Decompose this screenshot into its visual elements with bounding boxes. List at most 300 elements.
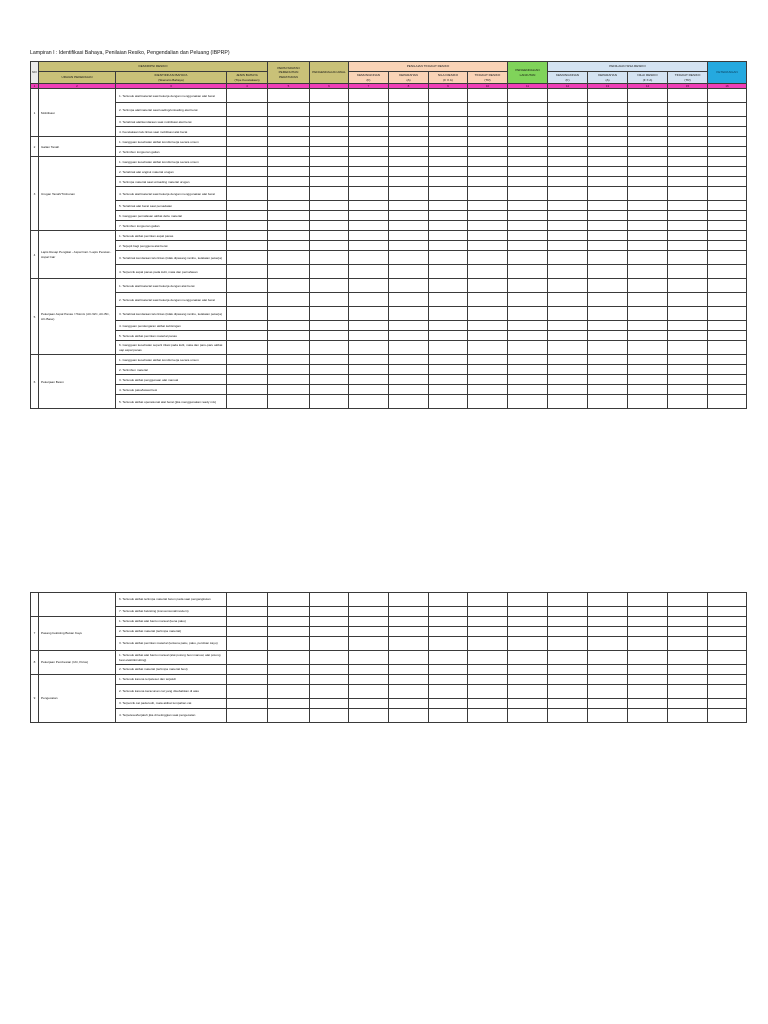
empty-cell (268, 89, 310, 103)
empty-cell (349, 607, 389, 617)
empty-cell (588, 157, 628, 167)
empty-cell (668, 187, 708, 201)
row-number: 8 (31, 651, 39, 675)
table-row (31, 89, 747, 103)
hazard-cell: 2. Tertabrak alat angkut material urugan (116, 167, 227, 177)
hazard-cell: 4. Kecelakaan lalu lintas saat mobilisasi alat berat (116, 127, 227, 137)
table-row (31, 709, 747, 723)
empty-cell (668, 385, 708, 395)
empty-cell (588, 187, 628, 201)
col-sisa-tingkat-resiko (668, 72, 708, 84)
empty-cell (389, 211, 429, 221)
empty-cell (668, 279, 708, 293)
hazard-cell: 5. Tertusuk akibat operasional alat berat (jika menggunakan ready mix) (116, 395, 227, 409)
empty-cell (429, 177, 468, 187)
table-row (31, 395, 747, 409)
empty-cell (268, 607, 310, 617)
row-number: 1 (31, 89, 39, 137)
hazard-cell: 2. Tertimbun longsoran galian (116, 147, 227, 157)
empty-cell (668, 201, 708, 211)
empty-cell (668, 627, 708, 637)
hazard-cell: 3. Tertabrak kendaraan lalu lintas (tidak dipasang rambu, kelalaian pekerja) (116, 251, 227, 265)
empty-cell (588, 127, 628, 137)
empty-cell (468, 593, 508, 607)
empty-cell (310, 187, 349, 201)
empty-cell (468, 177, 508, 187)
empty-cell (310, 211, 349, 221)
empty-cell (588, 331, 628, 341)
activity-cell: Pekerjaan Pembesian (Ulir, Polos) (39, 651, 116, 675)
empty-cell (468, 699, 508, 709)
empty-cell (227, 127, 268, 137)
empty-cell (508, 607, 548, 617)
empty-cell (349, 279, 389, 293)
empty-cell (349, 331, 389, 341)
empty-cell (429, 331, 468, 341)
empty-cell (588, 231, 628, 241)
empty-cell (429, 117, 468, 127)
empty-cell (349, 617, 389, 627)
col-kemungkinan (349, 72, 389, 84)
empty-cell (310, 341, 349, 355)
empty-cell (588, 89, 628, 103)
empty-cell (389, 147, 429, 157)
empty-cell (588, 341, 628, 355)
empty-cell (268, 117, 310, 127)
empty-cell (268, 617, 310, 627)
empty-cell (468, 331, 508, 341)
empty-cell (708, 675, 747, 685)
empty-cell (227, 177, 268, 187)
empty-cell (389, 651, 429, 665)
empty-cell (429, 685, 468, 699)
empty-cell (588, 593, 628, 607)
empty-cell (310, 685, 349, 699)
empty-cell (708, 147, 747, 157)
empty-cell (668, 147, 708, 157)
activity-cell (39, 593, 116, 617)
table-row (31, 137, 747, 147)
empty-cell (310, 355, 349, 365)
empty-cell (468, 607, 508, 617)
empty-cell (227, 651, 268, 665)
empty-cell (588, 699, 628, 709)
empty-cell (588, 675, 628, 685)
hazard-cell: 2. Tertimbun material (116, 365, 227, 375)
hazard-cell: 7. Tertusuk akibat bekisting (konvensional/modern) (116, 607, 227, 617)
col-nilai-resiko (429, 72, 468, 84)
empty-cell (548, 293, 588, 307)
empty-cell (548, 593, 588, 607)
empty-cell (588, 321, 628, 331)
empty-cell (468, 221, 508, 231)
empty-cell (628, 699, 668, 709)
empty-cell (628, 627, 668, 637)
empty-cell (310, 375, 349, 385)
empty-cell (468, 127, 508, 137)
col-no: NO (31, 62, 39, 84)
table-row (31, 307, 747, 321)
table-row (31, 385, 747, 395)
empty-cell (268, 651, 310, 665)
hazard-cell: 2. Tertusuk alat/material saat bekerja dengan menggunakan alat berat (116, 293, 227, 307)
empty-cell (668, 307, 708, 321)
empty-cell (268, 251, 310, 265)
empty-cell (628, 89, 668, 103)
empty-cell (468, 147, 508, 157)
empty-cell (268, 709, 310, 723)
empty-cell (429, 103, 468, 117)
empty-cell (310, 89, 349, 103)
table-row (31, 241, 747, 251)
empty-cell (708, 385, 747, 395)
empty-cell (708, 167, 747, 177)
kemungkinan-label: KEMUNGKINAN (356, 73, 381, 78)
hazard-cell: 3. Tertabrak kendaraan lalu lintas (tidak dipasang rambu, kelalaian pekerja) (116, 307, 227, 321)
empty-cell (349, 221, 389, 231)
empty-cell (310, 127, 349, 137)
empty-cell (468, 341, 508, 355)
empty-cell (628, 103, 668, 117)
hazard-cell: 1. Gangguan kesehatan akibat kondisi kerja secara umum (116, 157, 227, 167)
empty-cell (708, 187, 747, 201)
empty-cell (268, 637, 310, 651)
col-group-penilaian-sisa-resiko: PENILAIAN SISA RESIKO (548, 62, 708, 72)
empty-cell (389, 251, 429, 265)
empty-cell (468, 117, 508, 127)
identifikasi-bahaya-sub: (Skenario Bahaya) (158, 77, 184, 82)
empty-cell (668, 167, 708, 177)
row-number: 5 (31, 279, 39, 355)
empty-cell (268, 137, 310, 147)
empty-cell (310, 167, 349, 177)
empty-cell (588, 211, 628, 221)
empty-cell (468, 321, 508, 331)
empty-cell (668, 685, 708, 699)
empty-cell (708, 593, 747, 607)
empty-cell (310, 279, 349, 293)
empty-cell (668, 675, 708, 685)
empty-cell (227, 279, 268, 293)
empty-cell (227, 709, 268, 723)
empty-cell (628, 231, 668, 241)
empty-cell (588, 375, 628, 385)
empty-cell (468, 665, 508, 675)
empty-cell (708, 265, 747, 279)
empty-cell (548, 395, 588, 409)
empty-cell (268, 675, 310, 685)
empty-cell (628, 375, 668, 385)
empty-cell (349, 709, 389, 723)
empty-cell (227, 685, 268, 699)
empty-cell (668, 265, 708, 279)
empty-cell (708, 103, 747, 117)
col-group-penilaian-tingkat-resiko: PENILAIAN TINGKAT RESIKO (349, 62, 508, 72)
empty-cell (548, 355, 588, 365)
empty-cell (668, 137, 708, 147)
empty-cell (429, 89, 468, 103)
table-row (31, 675, 747, 685)
empty-cell (588, 117, 628, 127)
table-row (31, 117, 747, 127)
empty-cell (548, 231, 588, 241)
empty-cell (389, 685, 429, 699)
empty-cell (429, 375, 468, 385)
empty-cell (310, 177, 349, 187)
empty-cell (429, 675, 468, 685)
risk-register-table-page-2 (30, 592, 747, 723)
empty-cell (468, 627, 508, 637)
empty-cell (468, 617, 508, 627)
empty-cell (668, 709, 708, 723)
empty-cell (310, 201, 349, 211)
empty-cell (708, 293, 747, 307)
empty-cell (588, 221, 628, 231)
empty-cell (588, 685, 628, 699)
empty-cell (628, 211, 668, 221)
empty-cell (268, 157, 310, 167)
empty-cell (268, 201, 310, 211)
empty-cell (628, 293, 668, 307)
empty-cell (268, 187, 310, 201)
empty-cell (548, 177, 588, 187)
hazard-cell: 3. Terpercik cat pada kulit, mata akibat tumpahan cat (116, 699, 227, 709)
column-index-cell: 8 (389, 84, 429, 89)
empty-cell (349, 251, 389, 265)
empty-cell (349, 685, 389, 699)
empty-cell (548, 157, 588, 167)
empty-cell (429, 241, 468, 251)
empty-cell (668, 593, 708, 607)
empty-cell (468, 685, 508, 699)
empty-cell (349, 365, 389, 375)
empty-cell (508, 321, 548, 331)
empty-cell (548, 279, 588, 293)
empty-cell (227, 103, 268, 117)
empty-cell (508, 89, 548, 103)
empty-cell (268, 331, 310, 341)
empty-cell (708, 331, 747, 341)
empty-cell (429, 321, 468, 331)
empty-cell (468, 201, 508, 211)
empty-cell (508, 187, 548, 201)
empty-cell (508, 127, 548, 137)
empty-cell (389, 293, 429, 307)
empty-cell (548, 137, 588, 147)
empty-cell (668, 665, 708, 675)
empty-cell (227, 241, 268, 251)
empty-cell (508, 103, 548, 117)
empty-cell (588, 395, 628, 409)
empty-cell (227, 627, 268, 637)
empty-cell (628, 127, 668, 137)
col-group-deskripsi-resiko: DESKRIPSI RESIKO (39, 62, 268, 72)
row-number (31, 593, 39, 617)
empty-cell (268, 231, 310, 241)
empty-cell (468, 651, 508, 665)
hazard-cell: 6. Gangguan pernafasan akibat debu material (116, 211, 227, 221)
empty-cell (588, 167, 628, 177)
table-row (31, 341, 747, 355)
hazard-cell: 1. Tertusuk akibat alat bantu manual (kena paku) (116, 617, 227, 627)
empty-cell (227, 167, 268, 177)
empty-cell (708, 137, 747, 147)
nilai-resiko-code: (F X A) (443, 77, 453, 82)
empty-cell (310, 607, 349, 617)
empty-cell (708, 607, 747, 617)
empty-cell (548, 241, 588, 251)
empty-cell (628, 709, 668, 723)
empty-cell (310, 157, 349, 167)
empty-cell (349, 341, 389, 355)
empty-cell (508, 201, 548, 211)
table-row (31, 627, 747, 637)
empty-cell (508, 157, 548, 167)
empty-cell (310, 385, 349, 395)
column-index-cell: 4 (227, 84, 268, 89)
empty-cell (349, 665, 389, 675)
column-index-cell: 15 (668, 84, 708, 89)
empty-cell (628, 201, 668, 211)
empty-cell (628, 117, 668, 127)
empty-cell (548, 375, 588, 385)
empty-cell (508, 637, 548, 651)
empty-cell (429, 627, 468, 637)
empty-cell (468, 385, 508, 395)
empty-cell (268, 221, 310, 231)
empty-cell (349, 307, 389, 321)
table-row (31, 593, 747, 607)
empty-cell (227, 187, 268, 201)
column-index-cell: 10 (468, 84, 508, 89)
empty-cell (310, 331, 349, 341)
col-sisa-keparahan (588, 72, 628, 84)
empty-cell (429, 147, 468, 157)
empty-cell (349, 293, 389, 307)
empty-cell (227, 117, 268, 127)
empty-cell (468, 157, 508, 167)
empty-cell (227, 251, 268, 265)
empty-cell (548, 265, 588, 279)
activity-cell: Pengecatan (39, 675, 116, 723)
empty-cell (429, 187, 468, 201)
empty-cell (429, 617, 468, 627)
col-sisa-nilai-resiko (628, 72, 668, 84)
column-index-cell: 6 (310, 84, 349, 89)
empty-cell (508, 341, 548, 355)
empty-cell (310, 103, 349, 117)
empty-cell (268, 627, 310, 637)
empty-cell (429, 637, 468, 651)
sisa-tingkat-resiko-label: TINGKAT RESIKO (674, 73, 701, 78)
empty-cell (429, 265, 468, 279)
table-row (31, 293, 747, 307)
table-row (31, 177, 747, 187)
empty-cell (628, 279, 668, 293)
empty-cell (310, 395, 349, 409)
empty-cell (389, 89, 429, 103)
empty-cell (508, 627, 548, 637)
empty-cell (468, 365, 508, 375)
empty-cell (508, 211, 548, 221)
empty-cell (588, 665, 628, 675)
empty-cell (310, 241, 349, 251)
empty-cell (389, 127, 429, 137)
col-persyaratan: PERSYARATAN PEMENUHAN PERATURAN (268, 62, 310, 84)
hazard-cell: 2. Tertusuk akibat material (tertimpa material) (116, 627, 227, 637)
empty-cell (628, 651, 668, 665)
empty-cell (668, 651, 708, 665)
empty-cell (548, 307, 588, 321)
empty-cell (429, 341, 468, 355)
empty-cell (468, 279, 508, 293)
table-row (31, 331, 747, 341)
empty-cell (508, 385, 548, 395)
empty-cell (668, 355, 708, 365)
table-body-continued (31, 593, 747, 723)
empty-cell (349, 103, 389, 117)
empty-cell (708, 627, 747, 637)
empty-cell (349, 675, 389, 685)
empty-cell (389, 341, 429, 355)
empty-cell (668, 375, 708, 385)
empty-cell (708, 89, 747, 103)
column-index-cell: 2 (39, 84, 116, 89)
empty-cell (548, 685, 588, 699)
table-row (31, 617, 747, 627)
empty-cell (708, 637, 747, 651)
empty-cell (310, 221, 349, 231)
empty-cell (708, 241, 747, 251)
empty-cell (628, 251, 668, 265)
empty-cell (227, 157, 268, 167)
empty-cell (508, 665, 548, 675)
empty-cell (668, 241, 708, 251)
empty-cell (310, 665, 349, 675)
empty-cell (468, 89, 508, 103)
empty-cell (227, 89, 268, 103)
empty-cell (508, 675, 548, 685)
empty-cell (548, 331, 588, 341)
empty-cell (468, 395, 508, 409)
empty-cell (708, 211, 747, 221)
empty-cell (708, 665, 747, 675)
empty-cell (588, 103, 628, 117)
empty-cell (468, 265, 508, 279)
empty-cell (389, 167, 429, 177)
empty-cell (548, 675, 588, 685)
row-number: 3 (31, 157, 39, 231)
empty-cell (508, 699, 548, 709)
empty-cell (389, 709, 429, 723)
hazard-cell: 4. Gangguan pendengaran akibat kebisingan (116, 321, 227, 331)
empty-cell (227, 617, 268, 627)
empty-cell (708, 177, 747, 187)
empty-cell (349, 137, 389, 147)
empty-cell (268, 265, 310, 279)
empty-cell (429, 665, 468, 675)
empty-cell (429, 385, 468, 395)
empty-cell (268, 665, 310, 675)
empty-cell (708, 251, 747, 265)
empty-cell (227, 321, 268, 331)
empty-cell (508, 167, 548, 177)
empty-cell (668, 365, 708, 375)
empty-cell (548, 117, 588, 127)
empty-cell (389, 137, 429, 147)
empty-cell (708, 375, 747, 385)
empty-cell (548, 89, 588, 103)
